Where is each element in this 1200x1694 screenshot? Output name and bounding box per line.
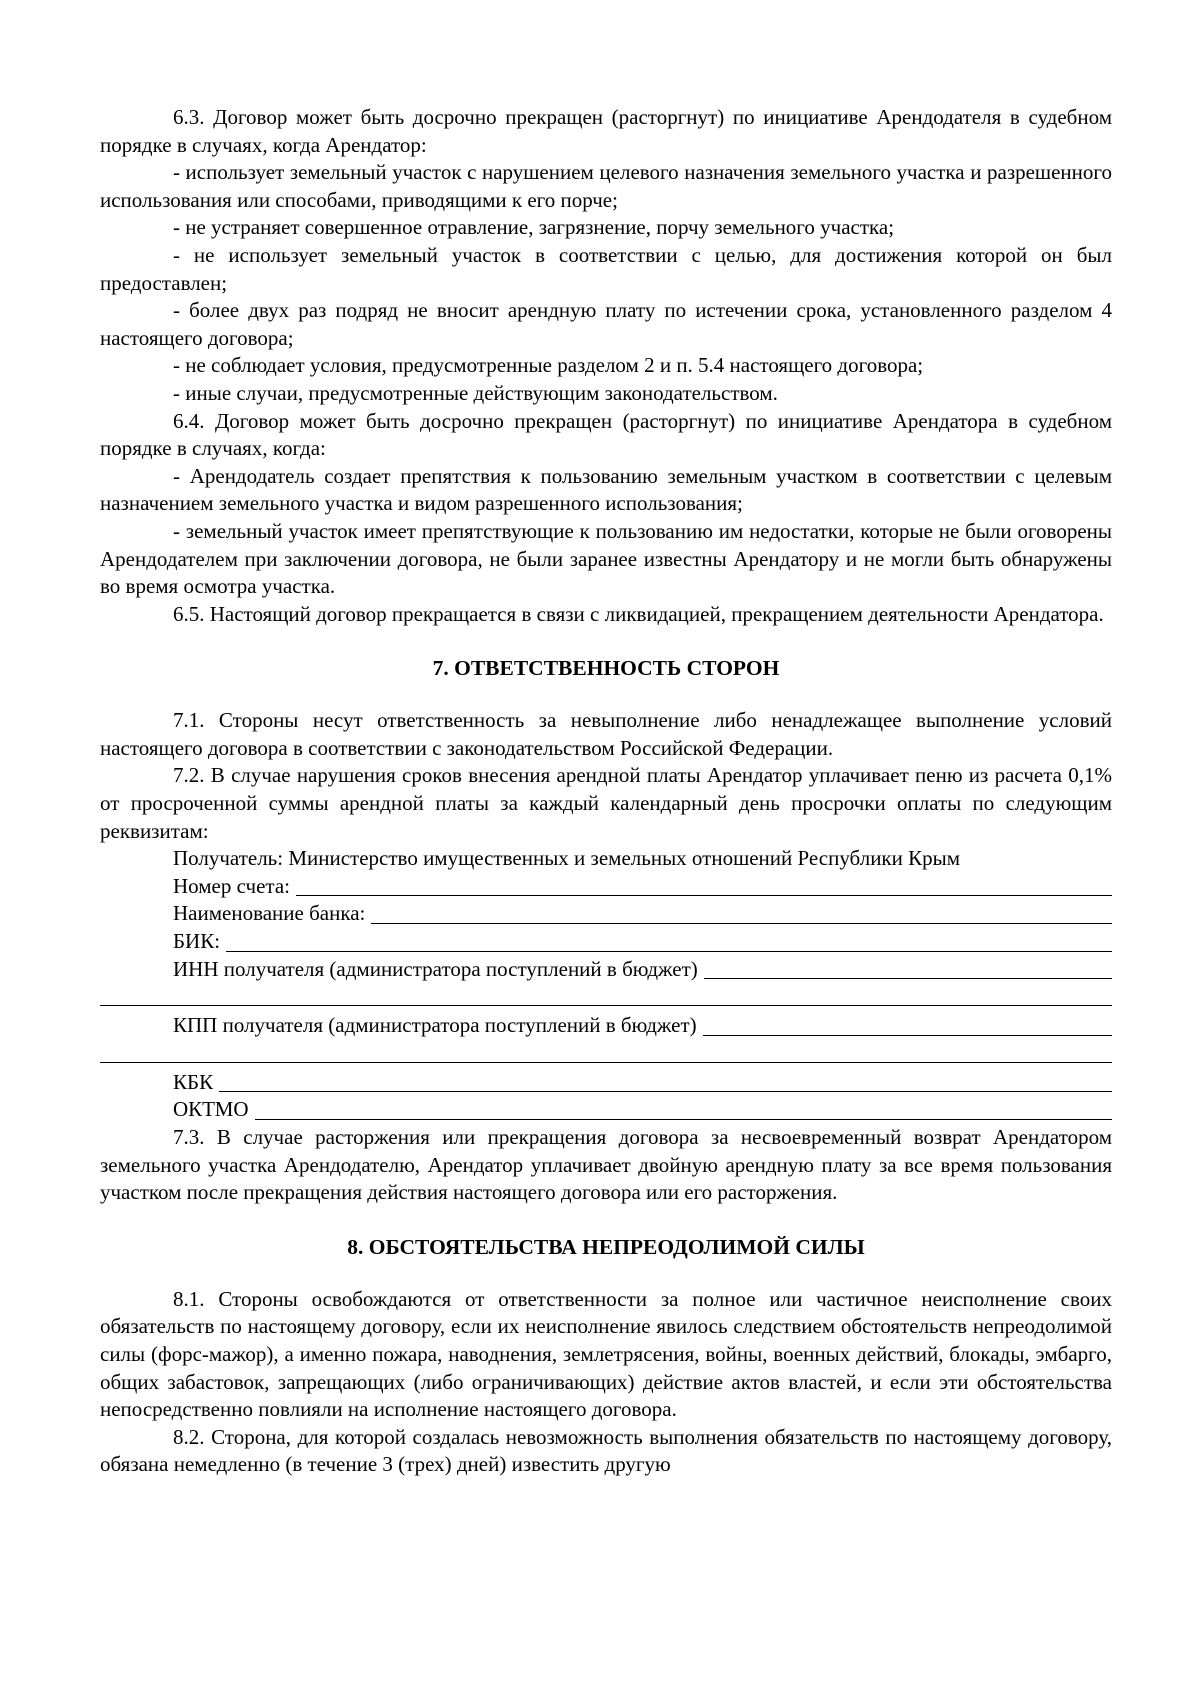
section-7-heading: 7. ОТВЕТСТВЕННОСТЬ СТОРОН	[432, 656, 780, 681]
clause-7-3: 7.3. В случае расторжения или прекращения договора за несвоевременный возврат Арендатором земельного участка Арендодателю, Арендатор уплачивает двойную арендную плату за все время пользования участком после прекращения действия настоящего договора или его расторжения.	[100, 1125, 1112, 1205]
oktmo-blank	[255, 1100, 1112, 1120]
account-number-label: Номер счета:	[173, 873, 290, 898]
clause-6-3-item: - не использует земельный участок в соответствии с целью, для достижения которой он был предоставлен;	[100, 242, 1112, 295]
bank-name-field	[100, 900, 1112, 928]
clause-6-3-item: - не устраняет совершенное отравление, загрязнение, порчу земельного участка;	[173, 215, 895, 240]
inn-field	[100, 956, 1112, 984]
bik-label: БИК:	[173, 929, 221, 954]
clause-6-4-item: - земельный участок имеет препятствующие к пользованию им недостатки, которые не были оговорены Арендодателем при заключении договора, не были заранее известны Арендатору и не могли быть обнаружены во время осмотра участка.	[100, 518, 1112, 599]
clause-6-4-item: - Арендодатель создает препятствия к пользованию земельным участком в соответствии с целевым назначением земельного участка и видом разрешенного использования;	[100, 463, 1112, 516]
clause-8-1: 8.1. Стороны освобождаются от ответственности за полное или частичное неисполнение своих обязательств по настоящему договору, если их неисполнение явилось следствием обстоятельств непреодолимой силы (форс-мажор), а именно пожара, наводнения, землетрясения, войны, военных действий, блокады, эмбарго, общих забастовок, запрещающих (либо ограничивающих) действие актов властей, и если эти обстоятельства непосредственно повлияли на исполнение настоящего договора.	[100, 1286, 1112, 1422]
inn-blank-continuation	[100, 983, 1112, 1006]
clause-6-3: 6.3. Договор может быть досрочно прекращен (расторгнут) по инициативе Арендодателя в судебном порядке в случаях, когда Арендатор:	[100, 105, 1112, 157]
clause-6-4: 6.4. Договор может быть досрочно прекращен (расторгнут) по инициативе Арендатора в судебном порядке в случаях, когда:	[100, 408, 1112, 461]
section-8-heading: 8. ОБСТОЯТЕЛЬСТВА НЕПРЕОДОЛИМОЙ СИЛЫ	[347, 1234, 865, 1259]
bik-blank	[226, 932, 1112, 952]
account-number-blank	[296, 876, 1112, 896]
bank-name-blank	[371, 904, 1112, 924]
account-number-field	[100, 873, 1112, 901]
bik-field	[100, 928, 1112, 956]
clause-8-2: 8.2. Сторона, для которой создалась невозможность выполнения обязательств по настоящему договору, обязана немедленно (в течение 3 (трех) дней) известить другую	[100, 1424, 1112, 1477]
bank-name-label: Наименование банка:	[173, 901, 366, 926]
kbk-label: КБК	[173, 1069, 214, 1094]
clause-6-3-item: - использует земельный участок с нарушением целевого назначения земельного участка и разрешенного использования или способами, приводящими к его порче;	[100, 160, 1112, 212]
clause-7-2: 7.2. В случае нарушения сроков внесения арендной платы Арендатор уплачивает пеню из расчета 0,1% от просроченной суммы арендной платы за каждый календарный день просрочки оплаты по следующим реквизитам:	[100, 763, 1112, 843]
clause-6-5: 6.5. Настоящий договор прекращается в связи с ликвидацией, прекращением деятельности Арендатора.	[173, 601, 1104, 626]
inn-blank	[704, 959, 1112, 979]
oktmo-field	[100, 1096, 1112, 1124]
kpp-blank-continuation	[100, 1040, 1112, 1063]
clause-6-3-item: - не соблюдает условия, предусмотренные разделом 2 и п. 5.4 настоящего договора;	[173, 353, 924, 378]
kpp-label: КПП получателя (администратора поступлений в бюджет)	[173, 1013, 697, 1038]
inn-label: ИНН получателя (администратора поступлений в бюджет)	[173, 956, 698, 981]
kbk-blank	[219, 1072, 1112, 1092]
document-page	[100, 104, 1112, 1479]
clause-7-1: 7.1. Стороны несут ответственность за невыполнение либо ненадлежащее выполнение условий настоящего договора в соответствии с законодательством Российской Федерации.	[100, 708, 1112, 760]
clause-6-3-item: - более двух раз подряд не вносит арендную плату по истечении срока, установленного разделом 4 настоящего договора;	[100, 298, 1112, 350]
kbk-field	[100, 1069, 1112, 1097]
recipient-line: Получатель: Министерство имущественных и земельных отношений Республики Крым	[173, 846, 961, 871]
kpp-field	[100, 1012, 1112, 1040]
clause-6-3-item: - иные случаи, предусмотренные действующим законодательством.	[173, 380, 778, 405]
oktmo-label: ОКТМО	[173, 1097, 249, 1122]
kpp-blank	[703, 1016, 1112, 1036]
